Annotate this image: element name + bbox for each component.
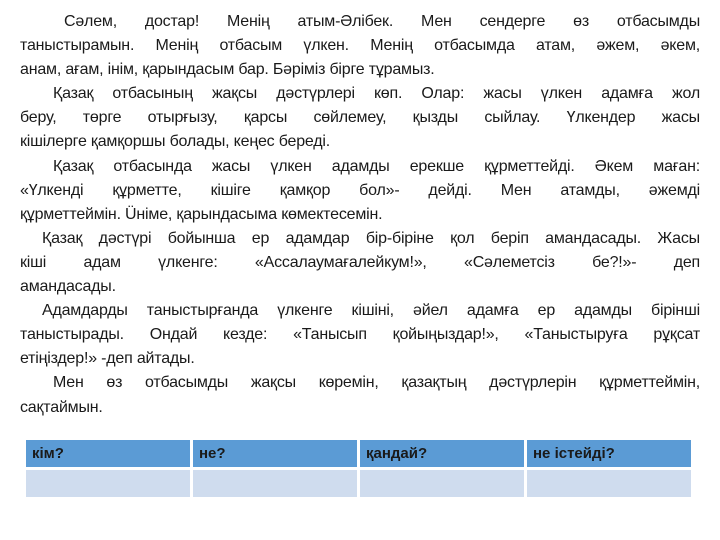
table-cell[interactable] xyxy=(360,470,524,497)
paragraph-3-line: құрметтеймін. Üніме, қарындасыма көмектесемін. xyxy=(20,205,383,223)
header-ne: не? xyxy=(193,440,357,467)
question-table xyxy=(23,437,694,500)
table-row xyxy=(26,470,691,497)
paragraph-3-line: «Үлкенді құрметте, кішіге қамқор бол»- дейді. Мен атамды, әжемді xyxy=(20,181,700,199)
table-header-row xyxy=(26,440,691,467)
document-text xyxy=(20,10,700,420)
paragraph-5-line: таныстырады. Ондай кезде: «Танысып қойыңыздар!», «Таныстыруға рұқсат xyxy=(20,326,700,344)
paragraph-6-line: сақтаймын. xyxy=(20,398,103,416)
paragraph-4-line: кіші адам үлкенге: «Ассалаумағалейкум!», «Сәлеметсіз бе?!»- деп xyxy=(20,253,700,271)
paragraph-2-line: кішілерге қамқоршы болады, кеңес береді. xyxy=(20,133,330,151)
table-cell[interactable] xyxy=(193,470,357,497)
paragraph-2-line: беру, төрге отырғызу, қарсы сөйлемеу, қызды сыйлау. Үлкендер жасы xyxy=(20,109,700,127)
paragraph-1-line: анам, ағам, інім, қарындасым бар. Бәріміз бірге тұрамыз. xyxy=(20,61,435,79)
paragraph-4-line: амандасады. xyxy=(20,278,116,296)
paragraph-2-line: Қазақ отбасының жақсы дәстүрлері көп. Олар: жасы үлкен адамға жол xyxy=(53,85,700,103)
paragraph-1-line: таныстырамын. Менің отбасым үлкен. Менің отбасымда атам, әжем, әкем, xyxy=(20,37,700,55)
paragraph-6-line: Мен өз отбасымды жақсы көремін, қазақтың дәстүрлерін құрметтеймін, xyxy=(53,374,700,392)
paragraph-5-line: етіңіздер!» -деп айтады. xyxy=(20,350,195,368)
header-kim: кім? xyxy=(26,440,190,467)
paragraph-1-line: Сәлем, достар! Менің атым-Әлібек. Мен сендерге өз отбасымды xyxy=(64,13,700,30)
table-cell[interactable] xyxy=(26,470,190,497)
header-ne-isteydi: не істейді? xyxy=(527,440,691,467)
table-cell[interactable] xyxy=(527,470,691,497)
header-qanday: қандай? xyxy=(360,440,524,467)
paragraph-4-line: Қазақ дәстүрі бойынша ер адамдар бір-біріне қол беріп амандасады. Жасы xyxy=(42,229,700,247)
paragraph-3-line: Қазақ отбасында жасы үлкен адамды ерекше құрметтейді. Әкем маған: xyxy=(53,157,700,175)
paragraph-5-line: Адамдарды таныстырғанда үлкенге кішіні, әйел адамға ер адамды бірінші xyxy=(42,302,700,320)
